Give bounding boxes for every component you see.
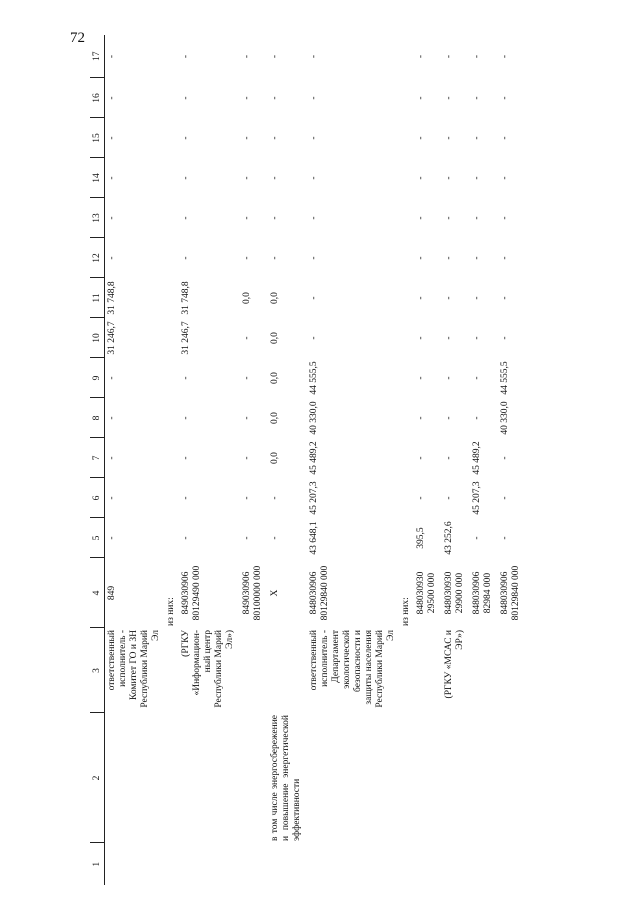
table-cell-col-17: -	[416, 54, 426, 59]
table-cell-col-5: 43 252,6	[444, 521, 454, 555]
table-cell-col-10: -	[500, 336, 510, 340]
table-cell-col-10: 31 246,7	[181, 321, 191, 355]
table-cell-col-16: -	[444, 96, 454, 100]
table-cell-col-9: 44 555,5	[500, 361, 510, 395]
table-cell-col-4: 849	[107, 585, 117, 601]
table-cell-col-2	[179, 713, 240, 843]
table-cell-col-2	[498, 713, 526, 843]
table-cell-col-16: -	[242, 96, 252, 100]
table-cell-col-15: -	[472, 136, 482, 140]
table-cell-col-11: -	[416, 296, 426, 300]
table-cell-col-16: -	[107, 96, 117, 100]
table-cell-col-1	[240, 843, 268, 885]
table-cell-col-13: -	[309, 216, 319, 220]
table-cell-col-10: 31 246,7	[107, 321, 117, 355]
table-cell-col-15: -	[181, 136, 191, 140]
table-cell-col-6: -	[107, 496, 117, 500]
column-header-17: 17	[90, 35, 105, 78]
table-cell-col-13: -	[107, 216, 117, 220]
table-cell-col-1	[105, 843, 167, 885]
table-cell-col-6: -	[416, 496, 426, 500]
table-cell-col-7: -	[181, 456, 191, 460]
table-cell-col-4: 848030906 80129840 000	[309, 565, 330, 621]
table-cell-col-15: -	[270, 136, 280, 140]
table-cell-col-6: -	[444, 496, 454, 500]
table-cell-col-9: -	[242, 376, 252, 380]
table-cell-col-16: -	[500, 96, 510, 100]
table-cell-col-1	[179, 843, 240, 885]
table-cell-col-7: 45 489,2	[472, 441, 482, 475]
table-cell-col-14: -	[472, 176, 482, 180]
table-cell-col-3	[470, 628, 498, 713]
table-cell-col-13: -	[500, 216, 510, 220]
table-cell-col-4: 848030906 80129840 000	[500, 565, 521, 621]
budget-table	[90, 35, 526, 885]
table-cell-col-7: -	[107, 456, 117, 460]
table-cell-col-9: -	[444, 376, 454, 380]
table-cell-col-9: 0,0	[270, 372, 280, 384]
table-cell-col-8: -	[242, 416, 252, 420]
table-cell-col-8: -	[444, 416, 454, 420]
table-cell-col-7: 45 489,2	[309, 441, 319, 475]
column-header-14: 14	[90, 158, 105, 198]
table-cell-col-17: -	[181, 54, 191, 59]
column-header-2: 2	[90, 713, 105, 843]
table-cell-col-10: -	[444, 336, 454, 340]
table-cell-col-3: ответственный исполнитель - Комитет ГО и ЗН Республики Марий Эл	[107, 630, 161, 708]
table-cell-col-9: -	[181, 376, 191, 380]
subheading-row	[166, 35, 179, 885]
spacer-cell	[401, 628, 414, 885]
table-cell-col-1	[470, 843, 498, 885]
table-row	[470, 35, 498, 885]
table-cell-col-14: -	[416, 176, 426, 180]
table-cell-col-4: 848030930 29900 000	[444, 571, 465, 615]
table-cell-col-9: -	[107, 376, 117, 380]
table-cell-col-14: -	[181, 176, 191, 180]
table-cell-col-14: -	[107, 176, 117, 180]
table-cell-col-14: -	[500, 176, 510, 180]
table-cell-col-8: 40 330,0	[309, 401, 319, 435]
table-cell-col-11: 31 748,8	[181, 281, 191, 315]
rotated-table-container	[90, 51, 639, 885]
table-cell-col-14: -	[444, 176, 454, 180]
table-cell-col-2: в том числе энергосбережение и повышение энергетической эффективности	[270, 715, 302, 841]
column-header-3: 3	[90, 628, 105, 713]
table-cell-col-1	[442, 843, 470, 885]
table-cell-col-7: -	[444, 456, 454, 460]
column-header-11: 11	[90, 278, 105, 318]
table-cell-col-7: -	[416, 456, 426, 460]
table-cell-col-1	[498, 843, 526, 885]
column-header-15: 15	[90, 118, 105, 158]
table-cell-col-3: (РГКУ «МСАС и ЭР»)	[444, 630, 465, 699]
table-cell-col-1	[307, 843, 401, 885]
table-cell-col-13: -	[472, 216, 482, 220]
table-row	[307, 35, 401, 885]
table-row	[268, 35, 307, 885]
table-cell-col-2	[414, 713, 442, 843]
table-cell-col-5: 395,5	[416, 527, 426, 549]
table-cell-col-16: -	[181, 96, 191, 100]
table-cell-col-1	[268, 843, 307, 885]
table-cell-col-17: -	[444, 54, 454, 59]
spacer-cell	[166, 628, 179, 885]
table-cell-col-2	[307, 713, 401, 843]
table-cell-col-15: -	[444, 136, 454, 140]
table-cell-col-1	[414, 843, 442, 885]
table-cell-col-6: -	[500, 496, 510, 500]
column-header-9: 9	[90, 358, 105, 398]
table-cell-col-2	[240, 713, 268, 843]
table-cell-col-15: -	[500, 136, 510, 140]
table-cell-col-6: -	[270, 496, 280, 500]
table-cell-col-11: 31 748,8	[107, 281, 117, 315]
table-cell-col-7: -	[242, 456, 252, 460]
table-cell-col-11: -	[444, 296, 454, 300]
table-cell-col-17: -	[270, 54, 280, 59]
table-cell-col-5: -	[242, 536, 252, 540]
table-cell-col-5: -	[181, 536, 191, 540]
table-cell-col-7: 0,0	[270, 452, 280, 464]
table-cell-col-6: -	[181, 496, 191, 500]
table-cell-col-14: -	[242, 176, 252, 180]
table-cell-col-2	[470, 713, 498, 843]
table-cell-col-15: -	[309, 136, 319, 140]
table-cell-col-4: 848030906 82984 000	[472, 571, 493, 615]
column-header-5: 5	[90, 518, 105, 558]
table-cell-col-8: -	[472, 416, 482, 420]
table-cell-col-17: -	[472, 54, 482, 59]
table-cell-col-11: 0,0	[270, 292, 280, 304]
table-cell-col-11: -	[309, 296, 319, 300]
table-cell-col-4: 849030906 80100000 000	[242, 565, 263, 621]
table-cell-col-4: 849030906 80129490 000	[181, 565, 202, 621]
column-header-1: 1	[90, 843, 105, 885]
table-body	[105, 35, 527, 885]
table-cell-col-3	[498, 628, 526, 713]
column-header-7: 7	[90, 438, 105, 478]
table-row	[414, 35, 442, 885]
table-cell-col-16: -	[472, 96, 482, 100]
table-cell-col-16: -	[309, 96, 319, 100]
table-cell-col-11: 0,0	[242, 292, 252, 304]
table-cell-col-14: -	[309, 176, 319, 180]
table-cell-col-16: -	[416, 96, 426, 100]
table-cell-col-15: -	[242, 136, 252, 140]
table-cell-col-3	[414, 628, 442, 713]
table-cell-col-12: -	[270, 256, 280, 260]
table-cell-col-8: 0,0	[270, 412, 280, 424]
table-cell-col-6: 45 207,3	[309, 481, 319, 515]
page-number: 72	[70, 30, 85, 46]
table-cell-col-8: -	[416, 416, 426, 420]
column-header-4: 4	[90, 558, 105, 628]
subheading-label: из них:	[401, 597, 411, 626]
table-cell-col-17: -	[242, 54, 252, 59]
table-row	[442, 35, 470, 885]
table-cell-col-4: 848030930 29500 000	[416, 571, 437, 615]
table-cell-col-8: -	[107, 416, 117, 420]
table-cell-col-11: -	[472, 296, 482, 300]
table-cell-col-9: 44 555,5	[309, 361, 319, 395]
table-cell-col-12: -	[309, 256, 319, 260]
table-cell-col-12: -	[242, 256, 252, 260]
table-cell-col-3: (РГКУ «Информацион-ный центр Республики Марий Эл»)	[181, 630, 235, 708]
table-cell-col-8: -	[181, 416, 191, 420]
table-cell-col-12: -	[500, 256, 510, 260]
table-cell-col-5: -	[500, 536, 510, 540]
table-cell-col-4: X	[270, 589, 280, 597]
table-cell-col-5: -	[472, 536, 482, 540]
column-header-10: 10	[90, 318, 105, 358]
table-cell-col-12: -	[107, 256, 117, 260]
table-cell-col-12: -	[444, 256, 454, 260]
table-cell-col-10: -	[242, 336, 252, 340]
table-cell-col-13: -	[270, 216, 280, 220]
column-header-12: 12	[90, 238, 105, 278]
table-row	[179, 35, 240, 885]
table-cell-col-9: -	[472, 376, 482, 380]
table-cell-col-2	[105, 713, 167, 843]
table-cell-col-5: -	[107, 536, 117, 540]
table-cell-col-10: -	[472, 336, 482, 340]
table-cell-col-10: 0,0	[270, 332, 280, 344]
table-row	[498, 35, 526, 885]
table-cell-col-2	[442, 713, 470, 843]
column-header-16: 16	[90, 78, 105, 118]
table-cell-col-8: 40 330,0	[500, 401, 510, 435]
table-cell-col-11: -	[500, 296, 510, 300]
table-cell-col-17: -	[107, 54, 117, 59]
table-cell-col-17: -	[309, 54, 319, 59]
table-cell-col-5: -	[270, 536, 280, 540]
table-cell-col-9: -	[416, 376, 426, 380]
table-cell-col-12: -	[416, 256, 426, 260]
header-row	[90, 35, 105, 885]
subheading-row	[401, 35, 414, 885]
subheading-label: из них:	[166, 597, 176, 626]
table-cell-col-6: -	[242, 496, 252, 500]
table-cell-col-15: -	[107, 136, 117, 140]
table-cell-col-3: ответственный исполнитель - Департамент экологической безопасности и защиты населения Республики Марий Эл	[309, 630, 396, 708]
table-cell-col-7: -	[500, 456, 510, 460]
table-cell-col-5: 43 648,1	[309, 521, 319, 555]
table-row	[240, 35, 268, 885]
table-cell-col-13: -	[181, 216, 191, 220]
column-header-13: 13	[90, 198, 105, 238]
table-cell-col-12: -	[181, 256, 191, 260]
table-cell-col-16: -	[270, 96, 280, 100]
table-cell-col-10: -	[309, 336, 319, 340]
table-cell-col-3	[240, 628, 268, 713]
column-header-8: 8	[90, 398, 105, 438]
table-cell-col-14: -	[270, 176, 280, 180]
table-row	[105, 35, 167, 885]
table-cell-col-3	[268, 628, 307, 713]
table-cell-col-13: -	[416, 216, 426, 220]
table-cell-col-13: -	[444, 216, 454, 220]
table-cell-col-10: -	[416, 336, 426, 340]
table-cell-col-13: -	[242, 216, 252, 220]
table-cell-col-15: -	[416, 136, 426, 140]
table-cell-col-17: -	[500, 54, 510, 59]
column-header-6: 6	[90, 478, 105, 518]
table-cell-col-12: -	[472, 256, 482, 260]
table-cell-col-6: 45 207,3	[472, 481, 482, 515]
